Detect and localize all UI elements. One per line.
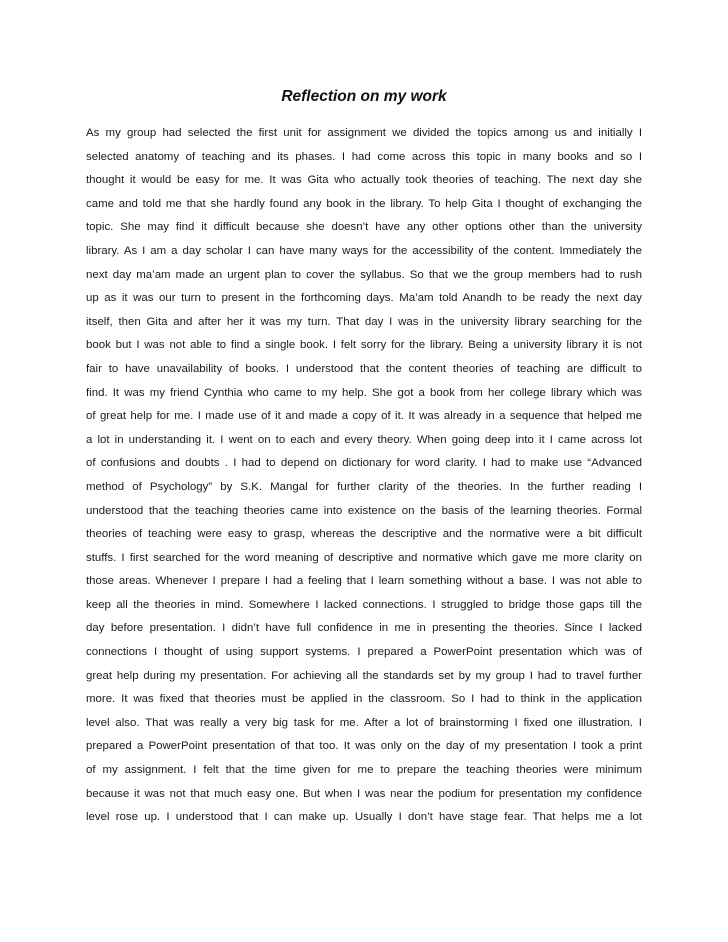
- body-line: day before presentation. I didn’t have full confidence in me in presenting the theories. Since I lacked: [86, 622, 642, 635]
- body-line: prepared a PowerPoint presentation of that too. It was only on the day of my presentation I took a print: [86, 740, 642, 753]
- body-line: level also. That was really a very big task for me. After a lot of brainstorming I fixed one illustration. I: [86, 716, 642, 729]
- body-line: up as it was our turn to present in the forthcoming days. Ma’am told Anandh to be ready the next day: [86, 292, 642, 305]
- body-line: those areas. Whenever I prepare I had a feeling that I learn something without a base. I was not able to: [86, 575, 642, 588]
- body-line: topic. She may find it difficult because she doesn’t have any other options other than the university: [86, 221, 642, 234]
- body-line: keep all the theories in mind. Somewhere I lacked connections. I struggled to bridge those gaps till the: [86, 598, 642, 611]
- body-line: connections I thought of using support systems. I prepared a PowerPoint presentation which was of: [86, 646, 642, 659]
- body-line: selected anatomy of teaching and its phases. I had come across this topic in many books and so I: [86, 150, 642, 163]
- body-line: find. It was my friend Cynthia who came to my help. She got a book from her college library which was: [86, 386, 642, 399]
- body-line: great help during my presentation. For achieving all the standards set by my group I had to travel further: [86, 669, 642, 682]
- body-line: book but I was not able to find a single book. I felt sorry for the library. Being a university library it is not: [86, 339, 642, 352]
- body-line: next day ma’am made an urgent plan to cover the syllabus. So that we the group members had to rush: [86, 268, 642, 281]
- body-line: of my assignment. I felt that the time given for me to prepare the teaching theories were minimum: [86, 764, 642, 777]
- body-line: because it was not that much easy one. But when I was near the podium for presentation my confidence: [86, 787, 642, 800]
- body-line: of great help for me. I made use of it and made a copy of it. It was already in a sequence that helped me: [86, 410, 642, 423]
- body-line: more. It was fixed that theories must be applied in the classroom. So I had to think in the application: [86, 693, 642, 706]
- body-line: came and told me that she hardly found any book in the library. To help Gita I thought of exchanging the: [86, 197, 642, 210]
- document-title: Reflection on my work: [281, 88, 447, 105]
- body-line: fair to have unavailability of books. I understood that the content theories of teaching are difficult to: [86, 362, 642, 375]
- body-line: theories of teaching were easy to grasp, whereas the descriptive and the normative were a bit difficult: [86, 528, 642, 541]
- body-line: level rose up. I understood that I can make up. Usually I don’t have stage fear. That helps me a lot: [86, 811, 642, 824]
- body-line: understood that the teaching theories came into existence on the basis of the learning theories. Formal: [86, 504, 642, 517]
- body-line: of confusions and doubts . I had to depend on dictionary for word clarity. I had to make use “Advanced: [86, 457, 642, 470]
- body-line: As my group had selected the first unit for assignment we divided the topics among us and initially I: [86, 127, 642, 139]
- body-line: method of Psychology” by S.K. Mangal for further clarity of the theories. In the further reading I: [86, 480, 642, 493]
- document-body: [86, 122, 642, 830]
- body-line: thought it would be easy for me. It was Gita who actually took theories of teaching. The next day she: [86, 174, 642, 187]
- body-line: library. As I am a day scholar I can have many ways for the accessibility of the content. Immediately the: [86, 244, 642, 257]
- body-line: itself, then Gita and after her it was my turn. That day I was in the university library searching for the: [86, 315, 642, 328]
- body-line: a lot in understanding it. I went on to each and every theory. When going deep into it I came across lot: [86, 433, 642, 446]
- body-line: stuffs. I first searched for the word meaning of descriptive and normative which gave me more clarity on: [86, 551, 642, 564]
